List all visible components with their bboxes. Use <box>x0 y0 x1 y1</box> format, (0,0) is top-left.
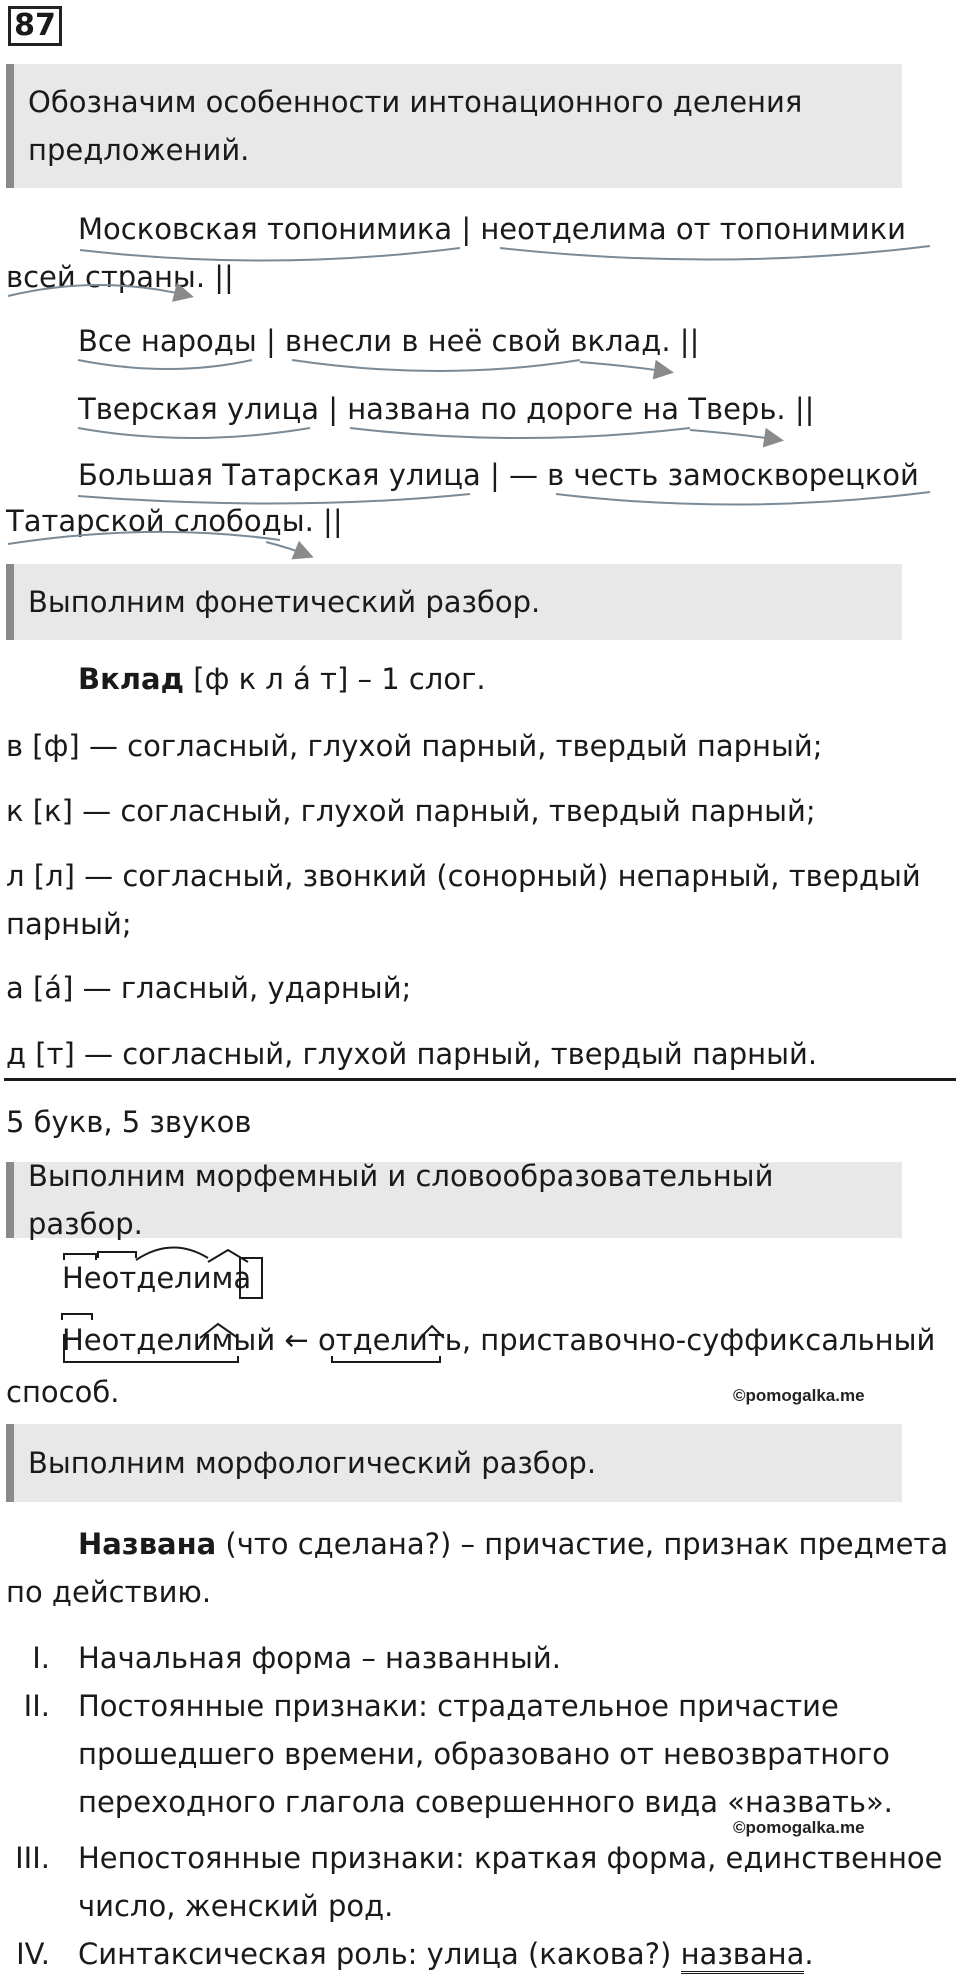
item-1-line-1: Начальная форма – названный. <box>78 1641 561 1675</box>
derived-word: Неотделимый <box>62 1323 276 1357</box>
phonetic-line-1: в [ф] — согласный, глухой парный, твердый парный; <box>6 729 823 763</box>
phonetic-line-5: д [т] — согласный, глухой парный, твердый парный. <box>6 1037 818 1071</box>
item-2-line-1: Постоянные признаки: страдательное причастие <box>78 1689 839 1723</box>
banner-phonetic-text: Выполним фонетический разбор. <box>28 585 541 619</box>
item-1-number: I. <box>32 1641 50 1675</box>
arc-s2-c <box>580 362 670 372</box>
sentence-4-line-2: Татарской слободы. || <box>6 504 343 538</box>
item-2-line-2: прошедшего времени, образовано от невозвратного <box>78 1737 890 1771</box>
sentence-3: Тверская улица | названа по дороге на Тверь. || <box>78 392 815 426</box>
sentence-4-line-1: Большая Татарская улица | — в честь замоскворецкой <box>78 458 919 492</box>
derivation-line <box>62 1316 935 1364</box>
divider <box>4 1078 956 1081</box>
item-4-number: IV. <box>16 1937 50 1971</box>
derivation-method: , приставочно-суффиксальный <box>461 1323 936 1357</box>
item-3-line-2: число, женский род. <box>78 1889 394 1923</box>
banner-morphemic-text: Выполним морфемный и словообразовательный разбор. <box>28 1159 774 1241</box>
phonetic-transcription: [ф к л а́ т] – 1 слог. <box>184 662 486 696</box>
derivation-arrow: ← <box>275 1323 318 1357</box>
arc-s3-c <box>690 430 780 440</box>
watermark-2: ©pomogalka.me <box>733 1818 865 1837</box>
phonetic-summary: 5 букв, 5 звуков <box>6 1105 252 1139</box>
banner-intonation-text: Обозначим особенности интонационного деления предложений. <box>28 85 803 167</box>
banner-morphological <box>6 1424 902 1502</box>
source-word: отделить <box>317 1323 462 1357</box>
sentence-1-line-2: всей страны. || <box>6 260 234 294</box>
item-4-text: Синтаксическая роль: улица (какова?) <box>78 1937 681 1971</box>
item-4-line-1 <box>78 1930 958 1978</box>
morph-intro-line-2: по действию. <box>6 1575 212 1609</box>
phonetic-word: Вклад <box>78 662 185 696</box>
watermark-1: ©pomogalka.me <box>733 1386 865 1405</box>
phonetic-line-4: а [а́] — гласный, ударный; <box>6 971 412 1005</box>
derivation-line-2: способ. <box>6 1375 120 1409</box>
sentence-1-line-1: Московская топонимика | неотделима от топонимики <box>78 212 906 246</box>
morph-intro-line-1 <box>78 1520 948 1568</box>
sentence-2: Все народы | внесли в неё свой вклад. || <box>78 324 700 358</box>
phonetic-heading <box>78 655 486 703</box>
item-2-line-3: переходного глагола совершенного вида «назвать». <box>78 1785 893 1819</box>
arc-s3-b <box>350 428 690 438</box>
item-3-number: III. <box>15 1841 50 1875</box>
arc-s2-b <box>292 360 580 371</box>
item-2-number: II. <box>23 1689 50 1723</box>
banner-morphological-text: Выполним морфологический разбор. <box>28 1446 597 1480</box>
predicate-word: названа <box>681 1937 805 1974</box>
banner-intonation <box>6 64 902 188</box>
phonetic-line-2: к [к] — согласный, глухой парный, твердый парный; <box>6 794 816 828</box>
arc-s2-a <box>78 360 252 369</box>
banner-morphemic <box>6 1159 902 1241</box>
item-4-tail: . <box>804 1937 814 1971</box>
morph-intro-rest: (что сделана?) – причастие, признак предмета <box>216 1527 949 1561</box>
task-number: 87 <box>8 6 62 46</box>
banner-phonetic <box>6 564 902 640</box>
item-3-line-1: Непостоянные признаки: краткая форма, единственное <box>78 1841 943 1875</box>
arc-s1-b <box>500 246 930 260</box>
arc-s4-d <box>266 542 310 556</box>
arc-s3-a <box>78 428 310 438</box>
morpheme-word-1: Неотделима <box>62 1261 252 1295</box>
phonetic-line-3: л [л] — согласный, звонкий (сонорный) непарный, твердый парный; <box>6 859 921 941</box>
morph-word: Названа <box>78 1527 217 1561</box>
